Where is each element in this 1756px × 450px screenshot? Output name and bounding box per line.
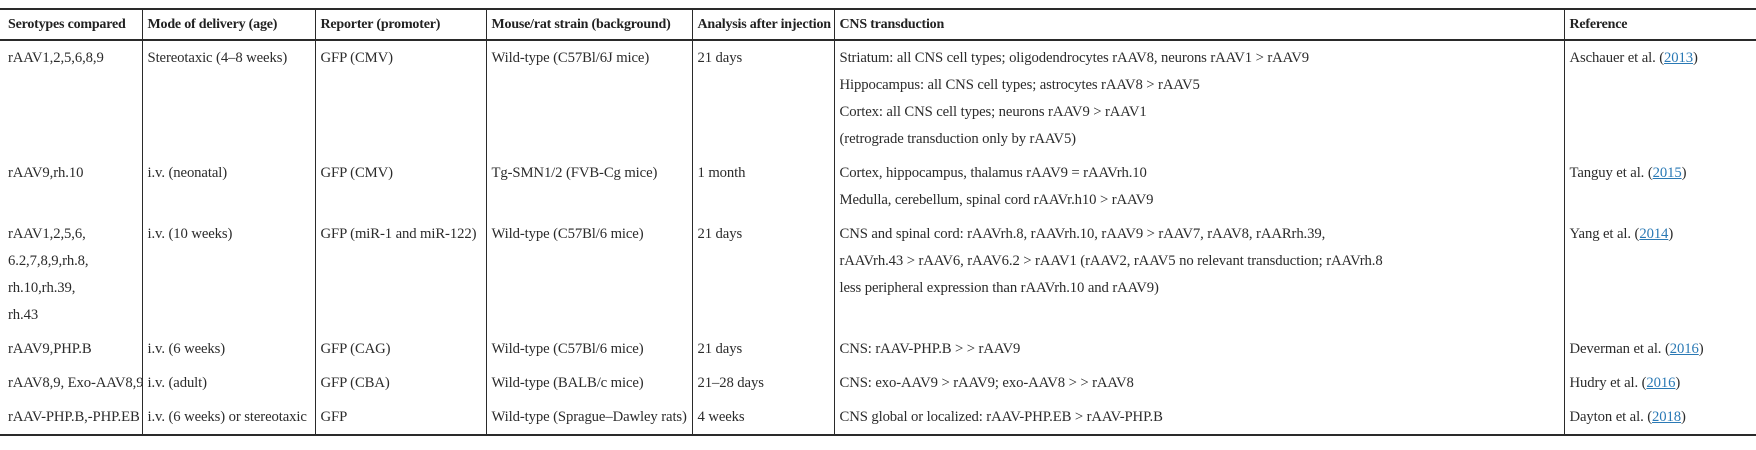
cell-strain: Wild-type (C57Bl/6 mice): [486, 217, 692, 332]
reference-text: Aschauer et al. (: [1569, 50, 1665, 66]
cell-analysis: 21 days: [692, 217, 834, 332]
cell-strain: Wild-type (C57Bl/6J mice): [486, 40, 692, 156]
serotypes-line: rh.43: [8, 307, 39, 323]
column-header-analysis: Analysis after injection: [692, 9, 834, 40]
cell-analysis: 1 month: [692, 156, 834, 217]
serotypes-line: rAAV1,2,5,6,8,9: [8, 50, 104, 66]
cell-reference: [1564, 217, 1756, 332]
cns-line: Hippocampus: all CNS cell types; astrocytes rAAV8 > rAAV5: [839, 77, 1200, 93]
cell-reference: [1564, 366, 1756, 400]
serotypes-line: rAAV8,9, Exo-AAV8,9: [8, 375, 144, 391]
cns-line: CNS global or localized: rAAV-PHP.EB > rAAV-PHP.B: [839, 409, 1163, 425]
reference-year-link[interactable]: 2016: [1669, 341, 1699, 357]
cns-line: CNS and spinal cord: rAAVrh.8, rAAVrh.10, rAAV9 > rAAV7, rAAV8, rAARrh.39,: [839, 226, 1326, 242]
reference-text: Dayton et al. (: [1569, 409, 1653, 425]
cns-line: rAAVrh.43 > rAAV6, rAAV6.2 > rAAV1 (rAAV2, rAAV5 no relevant transduction; rAAVrh.8: [839, 253, 1383, 269]
cell-analysis: 4 weeks: [692, 400, 834, 435]
reference-text: ): [1681, 409, 1686, 425]
serotypes-line: rh.10,rh.39,: [8, 280, 76, 296]
cell-cns-transduction: [834, 366, 1564, 400]
serotype-comparison-table: [0, 8, 1756, 436]
column-header-reference: Reference: [1564, 9, 1756, 40]
reference-text: Hudry et al. (: [1569, 375, 1647, 391]
serotypes-line: rAAV-PHP.B,-PHP.EB: [8, 409, 140, 425]
cell-strain: Wild-type (C57Bl/6 mice): [486, 332, 692, 366]
reference-year-link[interactable]: 2016: [1646, 375, 1676, 391]
cell-reporter: GFP (CAG): [315, 332, 486, 366]
cell-delivery: i.v. (10 weeks): [142, 217, 315, 332]
cell-delivery: i.v. (adult): [142, 366, 315, 400]
reference-text: ): [1693, 50, 1698, 66]
reference-year-link[interactable]: 2013: [1664, 50, 1694, 66]
cell-reference: [1564, 400, 1756, 435]
cell-delivery: i.v. (6 weeks): [142, 332, 315, 366]
reference-text: ): [1675, 375, 1681, 391]
table-row: [0, 366, 1756, 400]
cell-reporter: GFP (CMV): [315, 156, 486, 217]
reference-text: Tanguy et al. (: [1569, 165, 1653, 181]
serotypes-line: rAAV9,rh.10: [8, 165, 84, 181]
cell-cns-transduction: [834, 217, 1564, 332]
reference-year-link[interactable]: 2018: [1652, 409, 1682, 425]
column-header-cns-transduction: CNS transduction: [834, 9, 1564, 40]
cell-reference: [1564, 156, 1756, 217]
cell-serotypes: [0, 332, 142, 366]
cell-reference: [1564, 332, 1756, 366]
table-row: [0, 217, 1756, 332]
cell-delivery: Stereotaxic (4–8 weeks): [142, 40, 315, 156]
reference-year-link[interactable]: 2015: [1652, 165, 1682, 181]
reference-text: ): [1698, 341, 1704, 357]
cns-line: Medulla, cerebellum, spinal cord rAAVr.h10 > rAAV9: [839, 192, 1154, 208]
cell-analysis: 21 days: [692, 332, 834, 366]
cell-cns-transduction: [834, 400, 1564, 435]
header-row: [0, 9, 1756, 40]
reference-text: Deverman et al. (: [1569, 341, 1670, 357]
cns-line: Cortex, hippocampus, thalamus rAAV9 = rAAVrh.10: [839, 165, 1147, 181]
table-row: [0, 332, 1756, 366]
column-header-delivery: Mode of delivery (age): [142, 9, 315, 40]
cell-cns-transduction: [834, 40, 1564, 156]
cell-reporter: GFP (CMV): [315, 40, 486, 156]
cell-delivery: i.v. (6 weeks) or stereotaxic: [142, 400, 315, 435]
reference-year-link[interactable]: 2014: [1639, 226, 1669, 242]
cell-strain: Wild-type (Sprague–Dawley rats): [486, 400, 692, 435]
cell-serotypes: [0, 40, 142, 156]
cns-line: Cortex: all CNS cell types; neurons rAAV9 > rAAV1: [839, 104, 1147, 120]
column-header-strain: Mouse/rat strain (background): [486, 9, 692, 40]
cell-serotypes: [0, 156, 142, 217]
cell-serotypes: [0, 366, 142, 400]
column-header-reporter: Reporter (promoter): [315, 9, 486, 40]
cell-cns-transduction: [834, 332, 1564, 366]
cell-delivery: i.v. (neonatal): [142, 156, 315, 217]
table-row: [0, 156, 1756, 217]
cell-serotypes: [0, 217, 142, 332]
cell-strain: Tg-SMN1/2 (FVB-Cg mice): [486, 156, 692, 217]
cns-line: (retrograde transduction only by rAAV5): [839, 131, 1076, 147]
cns-line: CNS: exo-AAV9 > rAAV9; exo-AAV8 > > rAAV8: [839, 375, 1134, 391]
reference-text: Yang et al. (: [1569, 226, 1640, 242]
cns-line: less peripheral expression than rAAVrh.10 and rAAV9): [839, 280, 1159, 296]
serotypes-line: rAAV1,2,5,6,: [8, 226, 86, 242]
reference-text: ): [1681, 165, 1687, 181]
cell-reporter: GFP (miR-1 and miR-122): [315, 217, 486, 332]
cell-reporter: GFP (CBA): [315, 366, 486, 400]
cell-analysis: 21–28 days: [692, 366, 834, 400]
column-header-serotypes: Serotypes compared: [0, 9, 142, 40]
cell-reference: [1564, 40, 1756, 156]
cell-reporter: GFP: [315, 400, 486, 435]
serotypes-line: rAAV9,PHP.B: [8, 341, 92, 357]
cns-line: Striatum: all CNS cell types; oligodendrocytes rAAV8, neurons rAAV1 > rAAV9: [839, 50, 1310, 66]
cns-line: CNS: rAAV-PHP.B > > rAAV9: [839, 341, 1021, 357]
table-row: [0, 400, 1756, 435]
table-row: [0, 40, 1756, 156]
cell-serotypes: [0, 400, 142, 435]
cell-strain: Wild-type (BALB/c mice): [486, 366, 692, 400]
cell-analysis: 21 days: [692, 40, 834, 156]
serotypes-line: 6.2,7,8,9,rh.8,: [8, 253, 89, 269]
reference-text: ): [1668, 226, 1674, 242]
cell-cns-transduction: [834, 156, 1564, 217]
